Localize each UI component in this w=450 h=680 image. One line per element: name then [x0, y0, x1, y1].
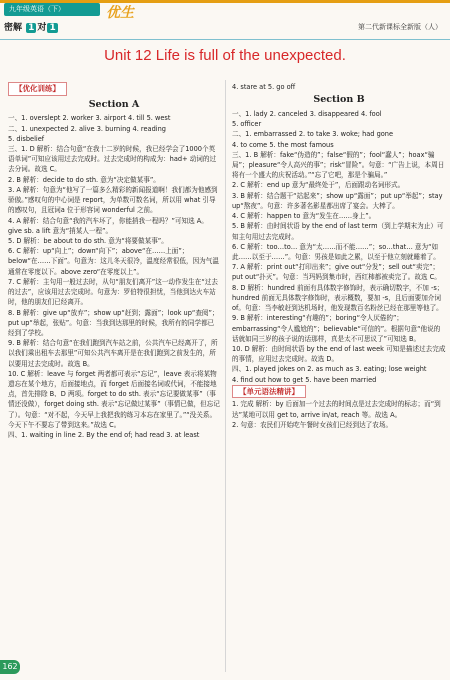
pair-part-3: 1: [49, 23, 56, 33]
pair-part-1: 1: [28, 23, 35, 33]
right-line: 二、1. embarrassed 2. to take 3. woke; had gone: [232, 130, 394, 139]
pair-title: 密解: [4, 23, 23, 33]
right-line: 4. to come 5. the most famous: [232, 140, 334, 149]
right-line: 4. find out how to get 5. have been married: [232, 375, 377, 384]
left-lines: [8, 113, 220, 440]
right-top-lines: [232, 82, 446, 92]
left-line: 四、1. waiting in line 2. By the end of; had read 3. at least: [8, 431, 200, 440]
pair-label: [4, 20, 59, 33]
left-line: 4. A 解析：结合句意“我的汽车坏了，你能捎我一程吗？”可知选 A。give sb. a lift 意为“捎某人一程”。: [8, 216, 208, 235]
left-line: 6. C 解析：up“向上”；down“向下”；above“在……上面”；below“在……下面”。句意为：这儿冬天很冷，温度经常很低，因为气温通常在零度以下。above zero“在零度以上”。: [8, 247, 219, 276]
right-line: 四、1. played jokes on 2. as much as 3. eating; lose weight: [232, 365, 427, 374]
column-divider: [225, 80, 226, 672]
left-line: 9. B 解析：结合句意“在我们跑到汽车站之前，公共汽车已经离开了，所以我们乘出租车去那里”可知公共汽车离开是在我们跑到之前发生的，所以要用过去完成时。故选 B。: [8, 339, 218, 368]
header: [0, 0, 450, 40]
section-b-heading: Section B: [313, 94, 365, 106]
right-line: 7. A 解析：print out“打印出来”；give out“分发”；sell out“卖完”；put out“扑灭”。句意：当玛妈到集市时，西红柿都被卖完了。故选 C。: [232, 263, 441, 282]
logo: 优生: [106, 5, 134, 21]
left-line: 5. disbelief: [8, 134, 45, 143]
left-line: 7. C 解析：主句用一般过去时，从句“朋友们离开”这一动作发生在“过去的过去”，应该用过去完成时。句意为：罗伯特很担忧，当他到达火车站时，他的朋友们已经离开。: [8, 277, 218, 307]
left-line: 3. A 解析：句意为“他写了一篇多么精彩的新闻报道啊！我们都为他感到骄傲。”感叹句的中心词是 report，为单数可数名词，所以用 what 引导的感叹句，且冠词a 位于形容词 wonderful 之前。: [8, 185, 218, 215]
left-line: 10. C 解析：leave 与 forget 两者都可表示“忘记”，leave 表示将某物遗忘在某个地方，后面接地点，而 forget 后面接名词或代词，不能接地点，首先排除 B、D 两项。forget to do sth. 表示“忘记要做某事”（事情还没做），forget doing sth. 表示“忘记做过某事”（事情已做，但忘记了）。句意：“对不起，今天早上我把我的练习本忘在家里了。”“没关系。今天下午不要忘了带到这来。”故选 C。: [8, 369, 220, 429]
grammar-line-1: 1. 完成 解析：by 后面加一个过去的时间点是过去完成时的标志；而“到达”某地可以用 get to, arrive in/at, reach 等。故选 A。: [232, 400, 441, 419]
pair-part-2: 对: [37, 23, 47, 33]
right-line: 三、1. B 解析：fake“伪造的”；false“假的”；fool“蠢人”；hoax“骗局”；pleasure“令人高兴的事”；risk“冒险”。句意：“广告上说，本周日将有一个盛大的庆祝活动。”“忘了它吧，那是个骗局。”: [232, 150, 445, 180]
right-line: 5. officer: [232, 120, 262, 129]
right-top-line: 4. stare at 5. go off: [232, 83, 296, 91]
right-lines: [232, 109, 446, 385]
unit-title: Unit 12 Life is full of the unexpected.: [104, 47, 346, 64]
page-number: 162: [0, 660, 20, 674]
edition-label: 第二代新课标全新版（人）: [358, 23, 442, 31]
section-a-heading: Section A: [88, 98, 140, 110]
left-line: 5. D 解析：be about to do sth. 意为“将要做某事”。: [8, 236, 168, 245]
right-line: 10. D 解析：由时间状语 by the end of last week 可知是描述过去完成的事情，应用过去完成时。故选 D。: [232, 344, 446, 364]
right-line: 5. B 解析：由时间状语 by the end of last term（到上学期末为止）可知主句用过去完成时。: [232, 222, 444, 241]
right-line: 8. D 解析：hundred 前面有具体数字修饰时，表示确切数字，不加 -s；hundred 前面无具体数字修饰时，表示概数，要加 -s，且后面要加介词 of。句意：当李敏赶到达机场时，他发现数百名粉丝已经在那里等他了。: [232, 283, 444, 313]
left-line: 三、1. D 解析：结合句意“在我十二岁的时候，我已经学会了1000个英语单词”可知应该用过去完成时。过去完成时的构成为：had+ 动词的过去分词。故选 C。: [8, 145, 217, 174]
right-line: 2. C 解析：end up 意为“最终处于”，后面跟动名词形式。: [232, 181, 405, 190]
right-line: 9. B 解析：interesting“有趣的”；boring“令人厌倦的”；embarrassing“令人尴尬的”；believable“可信的”。根据句意“他说的话就如同三岁的孩子说的话那样，真是太不可思议了”可知选 B。: [232, 314, 441, 343]
grade-label: 九年级英语（下）: [4, 3, 100, 16]
left-line: 一、1. overslept 2. worker 3. airport 4. till 5. west: [8, 114, 171, 123]
left-column: [8, 82, 220, 440]
left-line: 8. B 解析：give up“放弃”；show up“赶到；露面”；look up“查阅”；put up“举起，张贴”。句意：当我到达那里的时候，我所有的同学都已经到了学校。: [8, 308, 219, 337]
grammar-line-2: 2. 句意：农民们开始吃午餐时女孩们已经到达了农场。: [232, 420, 393, 429]
left-line: 二、1. unexpected 2. alive 3. burning 4. reading: [8, 124, 166, 133]
grammar-tag: 【单元语法精讲】: [232, 385, 306, 399]
left-line: 2. B 解析：decide to do sth. 意为“决定做某事”。: [8, 175, 160, 184]
right-column: [232, 82, 446, 430]
practice-tag: 【优化训练】: [8, 82, 67, 96]
right-line: 一、1. lady 2. canceled 3. disappeared 4. fool: [232, 109, 382, 118]
right-line: 3. B 解析：结合题干“站起来”；show up“露面”；put up“举起”；stay up“熬夜”。句意：许多著名影星都出席了宴会。大棒了。: [232, 191, 443, 210]
right-line: 6. C 解析：too…to… 意为“太……而不能……”；so…that… 意为“如此……以至于……”。句意：男孩是如此之累，以至于他立刻就睡着了。: [232, 242, 440, 261]
right-line: 4. C 解析：happen to 意为“发生在……身上”。: [232, 212, 376, 221]
